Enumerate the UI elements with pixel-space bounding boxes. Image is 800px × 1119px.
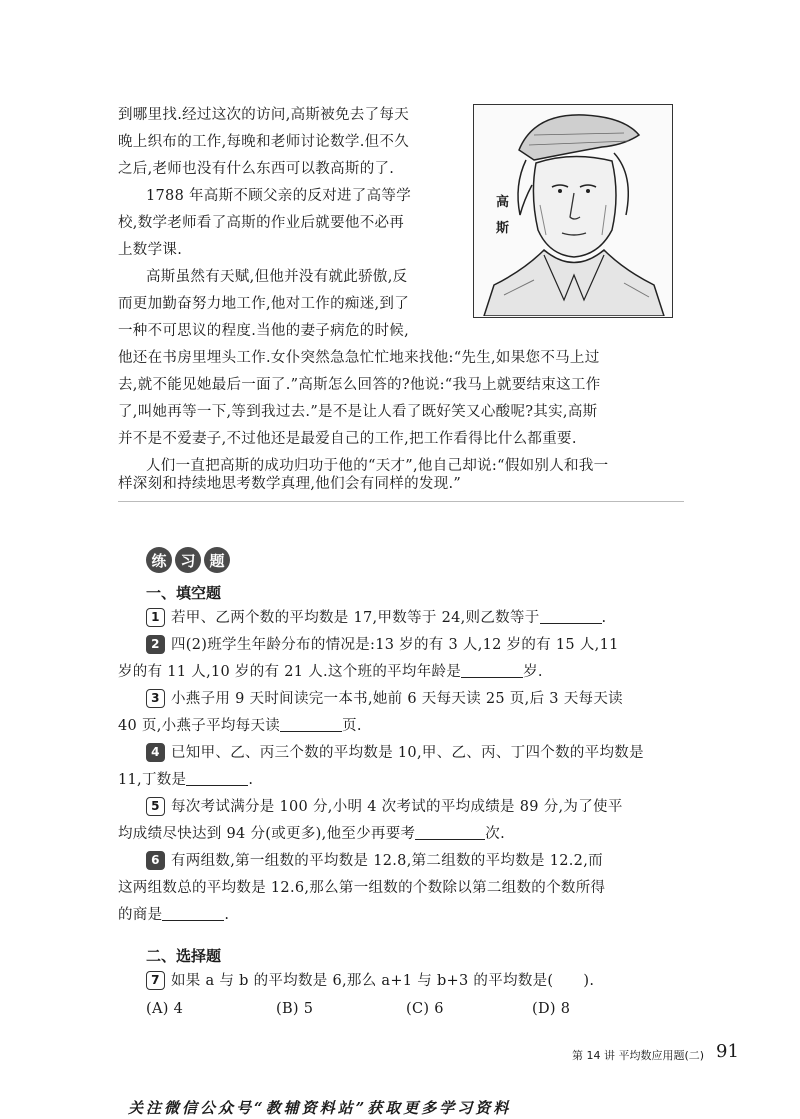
question-text: 已知甲、乙、丙三个数的平均数是 10,甲、乙、丙、丁四个数的平均数是 bbox=[171, 745, 644, 761]
question-text: 四(2)班学生年龄分布的情况是:13 岁的有 3 人,12 岁的有 15 人,11 bbox=[171, 637, 619, 653]
question-number: 1 bbox=[146, 608, 165, 627]
question-number: 5 bbox=[146, 797, 165, 816]
option-d[interactable]: (D) 8 bbox=[532, 1001, 571, 1017]
lesson-label: 第 14 讲 平均数应用题(二) bbox=[572, 1049, 705, 1062]
question-text: 如果 a 与 b 的平均数是 6,那么 a+1 与 b+3 的平均数是( bbox=[171, 973, 554, 989]
question-end: 次. bbox=[485, 826, 506, 842]
question-5 bbox=[146, 797, 623, 817]
question-4 bbox=[146, 743, 644, 763]
question-text: 岁的有 11 人,10 岁的有 21 人.这个班的平均年龄是 bbox=[118, 664, 462, 680]
exercise-title bbox=[146, 547, 230, 573]
story-line: 而更加勤奋努力地工作,他对工作的痴迷,到了 bbox=[118, 296, 410, 312]
story-line: 人们一直把高斯的成功归功于他的“天才”,他自己却说:“假如别人和我一 bbox=[146, 458, 609, 474]
page-number: 91 bbox=[716, 1041, 739, 1062]
exercise-title-char: 练 bbox=[146, 547, 172, 573]
promo-banner: 关注微信公众号“教辅资料站”获取更多学习资料 bbox=[128, 1099, 512, 1117]
question-text: 均成绩尽快达到 94 分(或更多),他至少再要考 bbox=[118, 826, 416, 842]
question-end: 岁. bbox=[523, 664, 543, 680]
question-number: 3 bbox=[146, 689, 165, 708]
portrait-caption: 高 bbox=[496, 195, 510, 210]
story-line: 他还在书房里埋头工作.女仆突然急急忙忙地来找他:“先生,如果您不马上过 bbox=[118, 350, 600, 366]
option-b[interactable]: (B) 5 bbox=[276, 1001, 314, 1017]
question-4-cont bbox=[118, 770, 253, 790]
answer-blank[interactable] bbox=[162, 906, 224, 921]
answer-blank[interactable] bbox=[280, 717, 342, 732]
story-line: 上数学课. bbox=[118, 242, 183, 258]
question-text: 40 页,小燕子平均每天读 bbox=[118, 718, 281, 734]
question-5-cont bbox=[118, 824, 505, 844]
question-end: . bbox=[224, 907, 230, 923]
question-end: ). bbox=[583, 973, 595, 989]
question-text: 的商是 bbox=[118, 907, 163, 923]
question-number: 4 bbox=[146, 743, 165, 762]
question-number: 6 bbox=[146, 851, 165, 870]
question-number: 2 bbox=[146, 635, 165, 654]
question-text: 小燕子用 9 天时间读完一本书,她前 6 天每天读 25 页,后 3 天每天读 bbox=[171, 691, 623, 707]
question-text: 每次考试满分是 100 分,小明 4 次考试的平均成绩是 89 分,为了使平 bbox=[171, 799, 623, 815]
section-heading: 二、选择题 bbox=[146, 947, 222, 965]
question-text: 11,丁数是 bbox=[118, 772, 187, 788]
option-c[interactable]: (C) 6 bbox=[406, 1001, 444, 1017]
question-2-cont bbox=[118, 662, 543, 682]
question-6 bbox=[146, 851, 603, 871]
question-text: 有两组数,第一组数的平均数是 12.8,第二组数的平均数是 12.2,而 bbox=[171, 853, 603, 869]
story-line: 并不是不爱妻子,不过他还是最爱自己的工作,把工作看得比什么都重要. bbox=[118, 431, 577, 447]
story-line: 一种不可思议的程度.当他的妻子病危的时候, bbox=[118, 323, 410, 339]
story-line: 去,就不能见她最后一面了.”高斯怎么回答的?他说:“我马上就要结束这工作 bbox=[118, 377, 601, 393]
portrait-sketch-icon bbox=[474, 105, 671, 316]
option-a[interactable]: (A) 4 bbox=[146, 1001, 184, 1017]
story-line: 样深刻和持续地思考数学真理,他们会有同样的发现.” bbox=[118, 476, 462, 492]
answer-blank[interactable] bbox=[540, 609, 602, 624]
question-3-cont bbox=[118, 716, 362, 736]
story-line: 1788 年高斯不顾父亲的反对进了高等学 bbox=[146, 188, 412, 204]
story-line: 高斯虽然有天赋,但他并没有就此骄傲,反 bbox=[146, 269, 408, 285]
section-divider bbox=[118, 501, 684, 502]
portrait-caption: 斯 bbox=[496, 221, 510, 236]
exercise-title-char: 习 bbox=[175, 547, 201, 573]
question-7 bbox=[146, 971, 594, 991]
section-heading: 一、填空题 bbox=[146, 584, 222, 602]
question-text: 这两组数总的平均数是 12.6,那么第一组数的个数除以第二组数的个数所得 bbox=[118, 880, 606, 896]
story-line: 之后,老师也没有什么东西可以教高斯的了. bbox=[118, 161, 395, 177]
question-3 bbox=[146, 689, 623, 709]
question-end: . bbox=[248, 772, 254, 788]
question-1 bbox=[146, 608, 606, 628]
question-end: . bbox=[601, 610, 607, 626]
answer-blank[interactable] bbox=[461, 663, 523, 678]
question-6-cont bbox=[118, 878, 605, 898]
answer-blank[interactable] bbox=[415, 825, 485, 840]
exercise-title-char: 题 bbox=[204, 547, 230, 573]
answer-blank[interactable] bbox=[186, 771, 248, 786]
story-line: 晚上织布的工作,每晚和老师讨论数学.但不久 bbox=[118, 134, 410, 150]
question-number: 7 bbox=[146, 971, 165, 990]
story-line: 校,数学老师看了高斯的作业后就要他不必再 bbox=[118, 215, 405, 231]
gauss-portrait bbox=[473, 104, 673, 318]
story-line: 了,叫她再等一下,等到我过去.”是不是让人看了既好笑又心酸呢?其实,高斯 bbox=[118, 404, 598, 420]
question-2 bbox=[146, 635, 619, 655]
question-text: 若甲、乙两个数的平均数是 17,甲数等于 24,则乙数等于 bbox=[171, 610, 540, 626]
story-line: 到哪里找.经过这次的访问,高斯被免去了每天 bbox=[118, 107, 410, 123]
question-end: 页. bbox=[342, 718, 362, 734]
question-6-cont bbox=[118, 905, 229, 925]
